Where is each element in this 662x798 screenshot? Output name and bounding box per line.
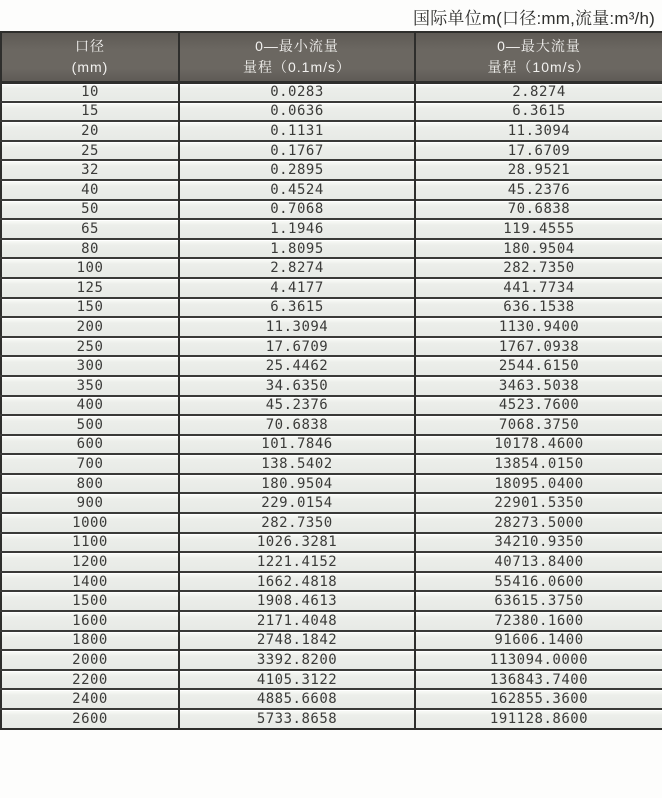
table-row [1, 493, 662, 513]
table-row [1, 572, 662, 592]
max-flow-cell: 2.8274 [415, 82, 662, 102]
table-row [1, 376, 662, 396]
diameter-cell: 2400 [1, 689, 179, 709]
min-flow-cell: 0.4524 [179, 180, 415, 200]
table-row [1, 337, 662, 357]
diameter-cell: 1800 [1, 631, 179, 651]
diameter-cell: 500 [1, 415, 179, 435]
table-header [1, 32, 662, 82]
table-row [1, 591, 662, 611]
min-flow-cell: 0.1131 [179, 121, 415, 141]
min-flow-cell: 0.7068 [179, 200, 415, 220]
min-flow-cell: 17.6709 [179, 337, 415, 357]
header-max-flow-line2: 量程（10m/s） [487, 58, 591, 75]
max-flow-cell: 11.3094 [415, 121, 662, 141]
max-flow-cell: 2544.6150 [415, 356, 662, 376]
max-flow-cell: 441.7734 [415, 278, 662, 298]
max-flow-cell: 70.6838 [415, 200, 662, 220]
max-flow-cell: 91606.1400 [415, 631, 662, 651]
table-row [1, 474, 662, 494]
table-row [1, 396, 662, 416]
diameter-cell: 700 [1, 454, 179, 474]
diameter-cell: 32 [1, 160, 179, 180]
max-flow-cell: 113094.0000 [415, 650, 662, 670]
max-flow-cell: 18095.0400 [415, 474, 662, 494]
flow-range-table [0, 31, 662, 730]
max-flow-cell: 28273.5000 [415, 513, 662, 533]
max-flow-cell: 1130.9400 [415, 317, 662, 337]
table-row [1, 82, 662, 102]
diameter-cell: 800 [1, 474, 179, 494]
table-row [1, 611, 662, 631]
max-flow-cell: 6.3615 [415, 102, 662, 122]
header-min-flow-line1: 0—最小流量 [255, 38, 339, 55]
max-flow-cell: 191128.8600 [415, 709, 662, 729]
min-flow-cell: 4885.6608 [179, 689, 415, 709]
table-row [1, 670, 662, 690]
table-row [1, 121, 662, 141]
table-row [1, 278, 662, 298]
header-diameter-line1: 口径 [75, 38, 105, 55]
min-flow-cell: 2.8274 [179, 258, 415, 278]
max-flow-cell: 10178.4600 [415, 435, 662, 455]
min-flow-cell: 1.8095 [179, 239, 415, 259]
min-flow-cell: 34.6350 [179, 376, 415, 396]
table-row [1, 513, 662, 533]
diameter-cell: 25 [1, 141, 179, 161]
min-flow-cell: 70.6838 [179, 415, 415, 435]
table-row [1, 650, 662, 670]
max-flow-cell: 162855.3600 [415, 689, 662, 709]
table-row [1, 552, 662, 572]
diameter-cell: 15 [1, 102, 179, 122]
max-flow-cell: 1767.0938 [415, 337, 662, 357]
table-row [1, 239, 662, 259]
table-row [1, 356, 662, 376]
min-flow-cell: 0.1767 [179, 141, 415, 161]
max-flow-cell: 282.7350 [415, 258, 662, 278]
table-row [1, 415, 662, 435]
min-flow-cell: 2748.1842 [179, 631, 415, 651]
title-bar [0, 0, 662, 31]
diameter-cell: 40 [1, 180, 179, 200]
header-max-flow-line1: 0—最大流量 [497, 38, 581, 55]
diameter-cell: 350 [1, 376, 179, 396]
max-flow-cell: 45.2376 [415, 180, 662, 200]
diameter-cell: 125 [1, 278, 179, 298]
diameter-cell: 300 [1, 356, 179, 376]
diameter-cell: 250 [1, 337, 179, 357]
table-row [1, 258, 662, 278]
diameter-cell: 100 [1, 258, 179, 278]
diameter-cell: 400 [1, 396, 179, 416]
table-row [1, 141, 662, 161]
diameter-cell: 2200 [1, 670, 179, 690]
min-flow-cell: 0.0283 [179, 82, 415, 102]
max-flow-cell: 636.1538 [415, 298, 662, 318]
min-flow-cell: 5733.8658 [179, 709, 415, 729]
max-flow-cell: 136843.7400 [415, 670, 662, 690]
min-flow-cell: 1.1946 [179, 219, 415, 239]
min-flow-cell: 1026.3281 [179, 533, 415, 553]
max-flow-cell: 55416.0600 [415, 572, 662, 592]
table-row [1, 219, 662, 239]
min-flow-cell: 4105.3122 [179, 670, 415, 690]
min-flow-cell: 11.3094 [179, 317, 415, 337]
max-flow-cell: 3463.5038 [415, 376, 662, 396]
diameter-cell: 200 [1, 317, 179, 337]
min-flow-cell: 0.2895 [179, 160, 415, 180]
min-flow-cell: 180.9504 [179, 474, 415, 494]
diameter-cell: 1000 [1, 513, 179, 533]
min-flow-cell: 25.4462 [179, 356, 415, 376]
diameter-cell: 1400 [1, 572, 179, 592]
diameter-cell: 900 [1, 493, 179, 513]
table-row [1, 317, 662, 337]
table-row [1, 709, 662, 729]
page-title: 国际单位m(口径:mm,流量:m³/h) [413, 9, 655, 28]
diameter-cell: 1200 [1, 552, 179, 572]
table-row [1, 200, 662, 220]
diameter-cell: 2000 [1, 650, 179, 670]
max-flow-cell: 40713.8400 [415, 552, 662, 572]
min-flow-cell: 1908.4613 [179, 591, 415, 611]
diameter-cell: 1600 [1, 611, 179, 631]
max-flow-cell: 22901.5350 [415, 493, 662, 513]
header-diameter [1, 32, 179, 82]
table-body [1, 82, 662, 729]
table-row [1, 454, 662, 474]
max-flow-cell: 7068.3750 [415, 415, 662, 435]
min-flow-cell: 6.3615 [179, 298, 415, 318]
min-flow-cell: 2171.4048 [179, 611, 415, 631]
diameter-cell: 20 [1, 121, 179, 141]
diameter-cell: 150 [1, 298, 179, 318]
max-flow-cell: 119.4555 [415, 219, 662, 239]
max-flow-cell: 72380.1600 [415, 611, 662, 631]
min-flow-cell: 3392.8200 [179, 650, 415, 670]
max-flow-cell: 17.6709 [415, 141, 662, 161]
min-flow-cell: 101.7846 [179, 435, 415, 455]
table-row [1, 298, 662, 318]
max-flow-cell: 28.9521 [415, 160, 662, 180]
max-flow-cell: 13854.0150 [415, 454, 662, 474]
diameter-cell: 2600 [1, 709, 179, 729]
table-row [1, 689, 662, 709]
table-row [1, 160, 662, 180]
max-flow-cell: 34210.9350 [415, 533, 662, 553]
table-row [1, 102, 662, 122]
min-flow-cell: 0.0636 [179, 102, 415, 122]
min-flow-cell: 1662.4818 [179, 572, 415, 592]
max-flow-cell: 63615.3750 [415, 591, 662, 611]
header-row [1, 32, 662, 82]
diameter-cell: 65 [1, 219, 179, 239]
min-flow-cell: 138.5402 [179, 454, 415, 474]
header-max-flow [415, 32, 662, 82]
min-flow-cell: 1221.4152 [179, 552, 415, 572]
header-min-flow-line2: 量程（0.1m/s） [242, 58, 351, 75]
diameter-cell: 10 [1, 82, 179, 102]
table-row [1, 631, 662, 651]
header-diameter-line2: (mm) [71, 58, 109, 75]
min-flow-cell: 45.2376 [179, 396, 415, 416]
diameter-cell: 80 [1, 239, 179, 259]
min-flow-cell: 4.4177 [179, 278, 415, 298]
min-flow-cell: 229.0154 [179, 493, 415, 513]
table-row [1, 180, 662, 200]
diameter-cell: 50 [1, 200, 179, 220]
max-flow-cell: 4523.7600 [415, 396, 662, 416]
table-row [1, 533, 662, 553]
header-min-flow [179, 32, 415, 82]
diameter-cell: 600 [1, 435, 179, 455]
table-row [1, 435, 662, 455]
max-flow-cell: 180.9504 [415, 239, 662, 259]
min-flow-cell: 282.7350 [179, 513, 415, 533]
diameter-cell: 1500 [1, 591, 179, 611]
diameter-cell: 1100 [1, 533, 179, 553]
